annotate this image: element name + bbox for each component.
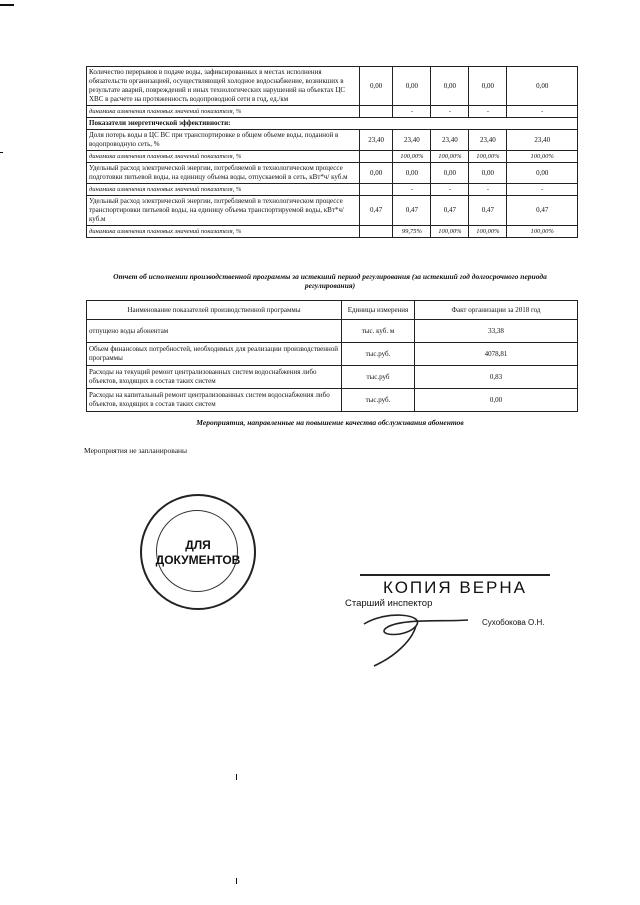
row-label: динамика изменения плановых значений показателя, % — [87, 106, 360, 118]
table-row — [87, 343, 578, 366]
table-row — [87, 366, 578, 389]
row-value — [359, 226, 393, 238]
row-fact: 33,38 — [415, 320, 578, 343]
row-unit: тыс.руб. — [342, 389, 415, 412]
row-value: 0,00 — [469, 163, 507, 184]
row-label: Показатели энергетической эффективности: — [87, 118, 578, 130]
row-name: отпущено воды абонентам — [87, 320, 342, 343]
table-row — [87, 163, 578, 184]
row-value: 100,00% — [393, 151, 431, 163]
round-stamp — [140, 494, 256, 610]
row-unit: тыс. куб. м — [342, 320, 415, 343]
row-value — [359, 184, 393, 196]
indicators-table — [86, 66, 578, 238]
row-fact: 0,83 — [415, 366, 578, 389]
row-value: - — [507, 106, 578, 118]
row-fact: 4078,81 — [415, 343, 578, 366]
table-row — [87, 67, 578, 106]
row-label: динамика изменения плановых значений показателя, % — [87, 226, 360, 238]
row-name: Объем финансовых потребностей, необходимых для реализации производственной программы — [87, 343, 342, 366]
row-fact: 0,00 — [415, 389, 578, 412]
row-value: - — [431, 106, 469, 118]
table-row — [87, 320, 578, 343]
row-value: - — [393, 184, 431, 196]
copy-verified-stamp: КОПИЯ ВЕРНА — [360, 574, 550, 600]
row-value: 0,47 — [359, 196, 393, 226]
signer-name: Сухобокова О.Н. — [482, 618, 545, 627]
row-value: 0,00 — [359, 67, 393, 106]
row-label: Количество перерывов в подаче воды, зафиксированных в местах исполнения обязательств организацией, осуществляющей холодное водоснабжение, возникших в результате аварий, повреждений и иных технологических нарушений на объектах ЦС ХВС в расчете на протяженность водопроводной сети в год, ед./км — [87, 67, 360, 106]
row-label: Доля потерь воды в ЦС ВС при транспортировке в общем объеме воды, поданной в водопроводную сеть, % — [87, 130, 360, 151]
row-unit: тыс.руб — [342, 366, 415, 389]
measures-text: Мероприятия не запланированы — [84, 446, 188, 455]
row-label: Удельный расход электрической энергии, потребляемой в технологическом процессе подготовки питьевой воды, на единицу объема воды, отпускаемой в сеть, кВт*ч/ куб.м — [87, 163, 360, 184]
row-value: 0,00 — [431, 163, 469, 184]
row-label: Удельный расход электрической энергии, потребляемой в технологическом процессе транспортировки питьевой воды, на единицу объема транспортируемой воды, кВт*ч/ куб.м — [87, 196, 360, 226]
production-program-table — [86, 300, 578, 412]
header-unit: Единицы измерения — [342, 301, 415, 320]
row-name: Расходы на капитальный ремонт централизованных систем водоснабжения либо объектов, входящих в состав таких систем — [87, 389, 342, 412]
row-value: - — [431, 184, 469, 196]
table-row — [87, 184, 578, 196]
handwritten-signature-icon — [356, 606, 480, 670]
row-unit: тыс.руб. — [342, 343, 415, 366]
row-value: 0,00 — [393, 163, 431, 184]
table-row — [87, 106, 578, 118]
stamp-line2: ДОКУМЕНТОВ — [155, 553, 241, 567]
row-value: 23,40 — [393, 130, 431, 151]
table-row — [87, 389, 578, 412]
row-value: 23,40 — [359, 130, 393, 151]
row-value: 23,40 — [507, 130, 578, 151]
table-header-row — [87, 301, 578, 320]
table-row — [87, 118, 578, 130]
inspector-title: Старший инспектор — [345, 598, 433, 609]
row-name: Расходы на текущий ремонт централизованных систем водоснабжения либо объектов, входящих в состав таких систем — [87, 366, 342, 389]
row-value: 100,00% — [507, 151, 578, 163]
header-fact: Факт организации за 2018 год — [415, 301, 578, 320]
row-value: 0,00 — [507, 67, 578, 106]
row-value: 0,00 — [507, 163, 578, 184]
row-value: 0,00 — [359, 163, 393, 184]
stamp-line1: ДЛЯ — [185, 538, 211, 552]
table-row — [87, 130, 578, 151]
row-label: динамика изменения плановых значений показателя, % — [87, 151, 360, 163]
row-value: - — [469, 184, 507, 196]
report-caption: Отчет об исполнении производственной программы за истекший период регулирования (за истекший год долгосрочного периода регулирования) — [113, 272, 547, 290]
scan-dot-2 — [236, 878, 237, 884]
scan-dot-1 — [236, 774, 237, 780]
row-value: - — [507, 184, 578, 196]
row-value: 0,47 — [469, 196, 507, 226]
row-value: 99,75% — [393, 226, 431, 238]
row-value: - — [393, 106, 431, 118]
measures-caption: Мероприятия, направленные на повышение качества обслуживания абонентов — [196, 418, 464, 427]
row-value: 0,00 — [469, 67, 507, 106]
row-value: - — [469, 106, 507, 118]
header-name: Наименование показателей производственной программы — [87, 301, 342, 320]
row-value: 100,00% — [431, 151, 469, 163]
row-value: 0,47 — [431, 196, 469, 226]
row-value: 100,00% — [469, 226, 507, 238]
scan-mark-top-left — [0, 4, 14, 6]
row-value: 0,47 — [507, 196, 578, 226]
row-value: 23,40 — [431, 130, 469, 151]
table-row — [87, 196, 578, 226]
scan-mark-left — [0, 152, 3, 153]
row-value: 0,00 — [393, 67, 431, 106]
row-value: 23,40 — [469, 130, 507, 151]
table-row — [87, 226, 578, 238]
row-label: динамика изменения плановых значений показателя, % — [87, 184, 360, 196]
row-value: 0,47 — [393, 196, 431, 226]
row-value: 100,00% — [431, 226, 469, 238]
row-value — [359, 106, 393, 118]
row-value — [359, 151, 393, 163]
table-row — [87, 151, 578, 163]
row-value: 0,00 — [431, 67, 469, 106]
row-value: 100,00% — [469, 151, 507, 163]
row-value: 100,00% — [507, 226, 578, 238]
